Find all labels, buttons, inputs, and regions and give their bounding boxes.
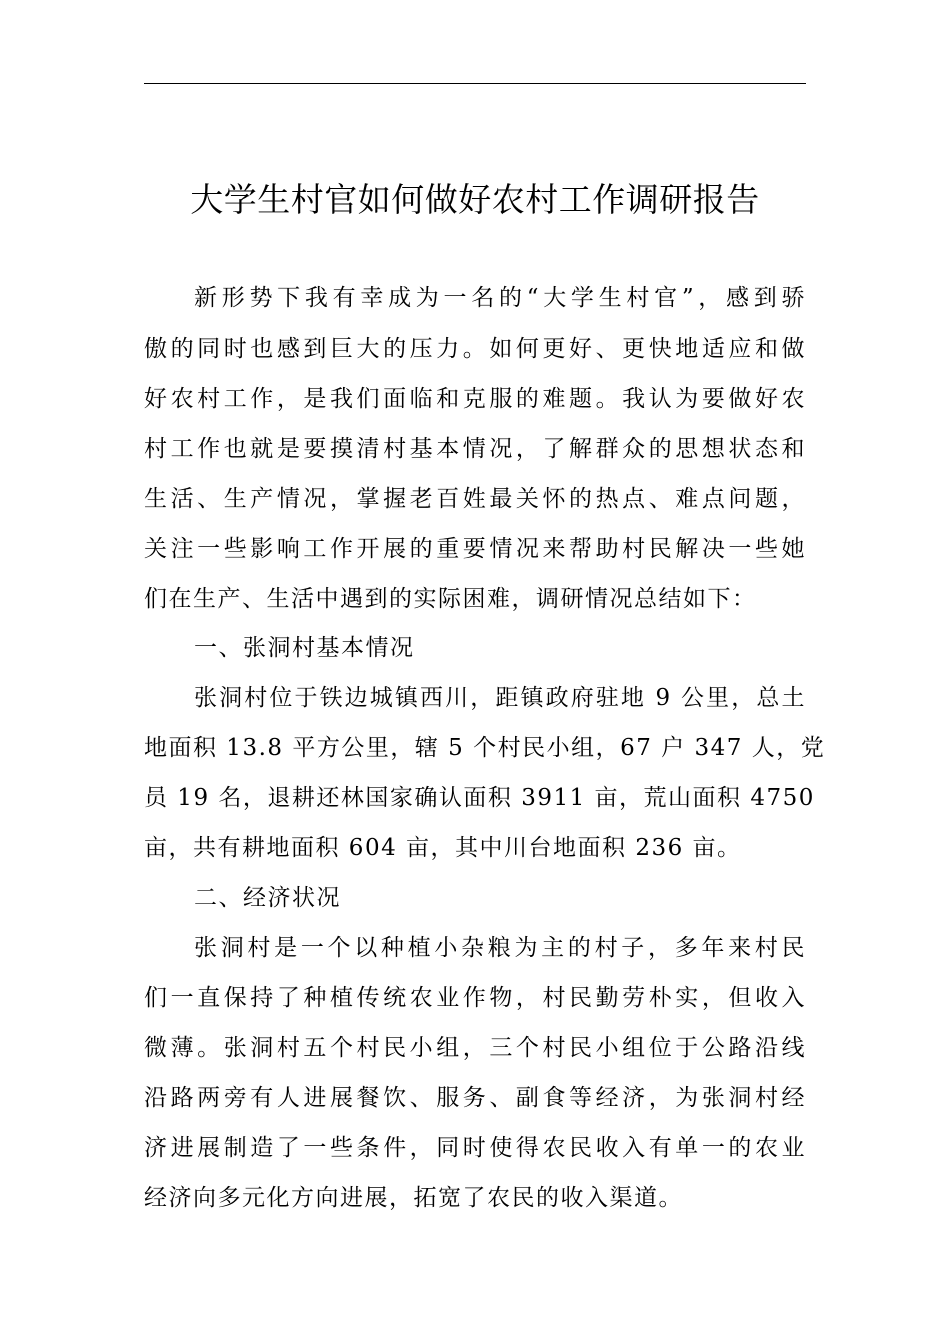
paragraph-line: 经济向多元化方向进展，拓宽了农民的收入渠道。 (144, 1185, 683, 1211)
section-heading: 一、张洞村基本情况 (194, 635, 415, 661)
paragraph-line: 地面积 13.8 平方公里，辖 5 个村民小组，67 户 347 人，党 (144, 735, 826, 761)
paragraph-line: 微薄。张洞村五个村民小组，三个村民小组位于公路沿线 (144, 1035, 806, 1061)
paragraph-line: 傲的同时也感到巨大的压力。如何更好、更快地适应和做 (144, 336, 806, 362)
paragraph-line: 新形势下我有幸成为一名的“大学生村官”，感到骄 (194, 285, 806, 311)
paragraph-line: 沿路两旁有人进展餐饮、服务、副食等经济，为张洞村经 (144, 1085, 806, 1111)
paragraph-line: 济进展制造了一些条件，同时使得农民收入有单一的农业 (144, 1135, 806, 1161)
paragraph-line: 村工作也就是要摸清村基本情况，了解群众的思想状态和 (144, 436, 806, 462)
paragraph-line: 们一直保持了种植传统农业作物，村民勤劳朴实，但收入 (144, 985, 806, 1011)
paragraph-line: 张洞村是一个以种植小杂粮为主的村子，多年来村民 (194, 935, 806, 961)
paragraph-line: 好农村工作，是我们面临和克服的难题。我认为要做好农 (144, 386, 806, 412)
document-title: 大学生村官如何做好农村工作调研报告 (190, 180, 760, 219)
paragraph-line: 生活、生产情况，掌握老百姓最关怀的热点、难点问题， (144, 486, 806, 512)
header-rule (144, 83, 806, 84)
paragraph-line: 张洞村位于铁边城镇西川，距镇政府驻地 9 公里，总土 (194, 685, 806, 711)
section-heading: 二、经济状况 (194, 885, 341, 911)
paragraph-line: 员 19 名，退耕还林国家确认面积 3911 亩，荒山面积 4750 (144, 785, 815, 811)
paragraph-line: 关注一些影响工作开展的重要情况来帮助村民解决一些她 (144, 536, 806, 562)
paragraph-line: 亩，共有耕地面积 604 亩，其中川台地面积 236 亩。 (144, 835, 742, 861)
paragraph-line: 们在生产、生活中遇到的实际困难，调研情况总结如下： (144, 586, 757, 612)
